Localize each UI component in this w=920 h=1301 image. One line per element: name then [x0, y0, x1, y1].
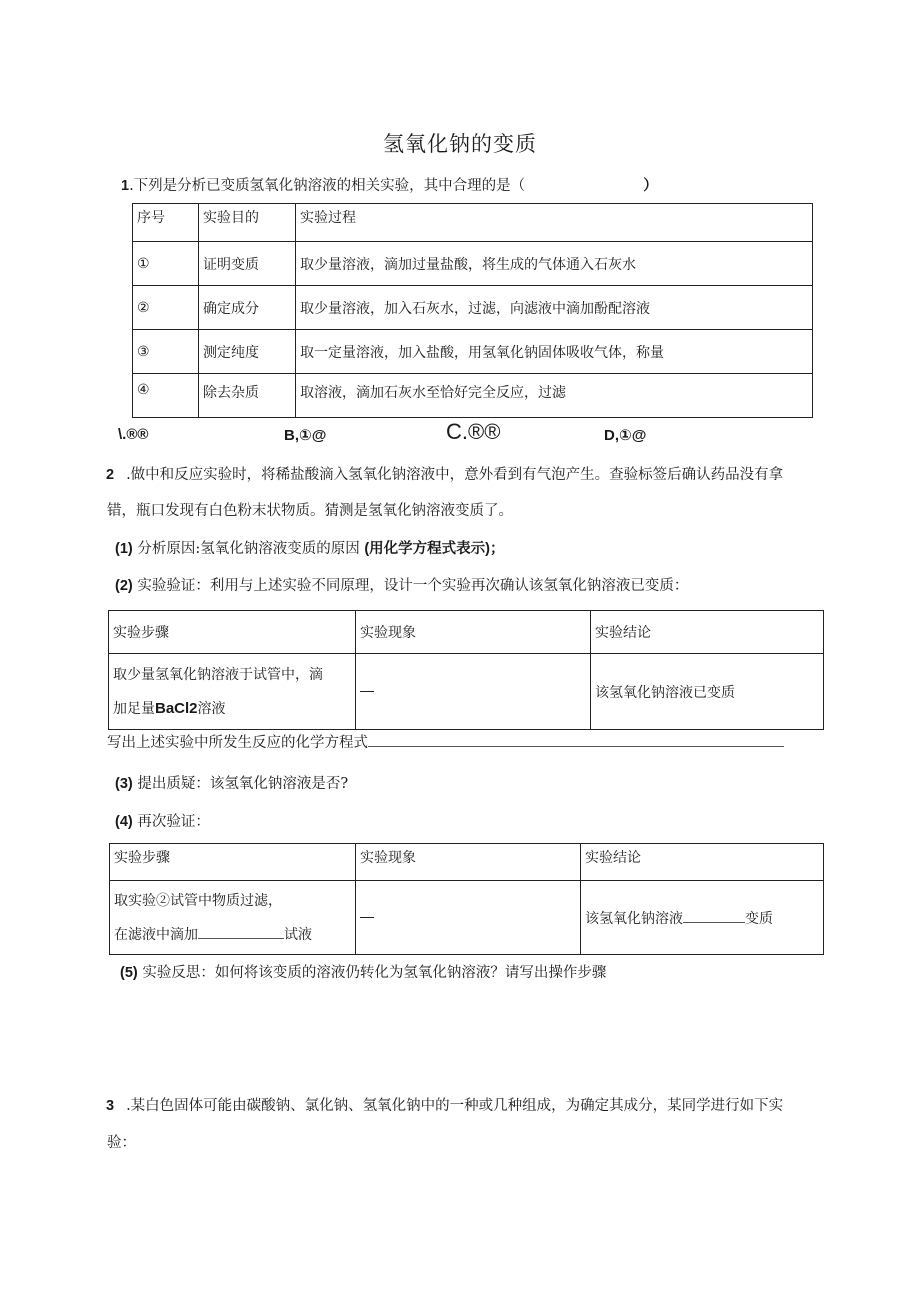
question-number: 3 [106, 1098, 115, 1114]
option-d: D,①@ [604, 427, 647, 444]
step-cell [110, 881, 356, 955]
q2-table-1 [108, 610, 824, 730]
sub-number: (1) [115, 541, 133, 557]
step-line: 取实验②试管中物质过滤， [114, 892, 282, 909]
table-row [110, 881, 824, 955]
equation-blank[interactable] [368, 734, 784, 747]
conclusion-cell: 该氢氧化钠溶液 变质 [581, 881, 824, 955]
question-1-stem [121, 174, 658, 195]
question-2-stem-continued: 错，瓶口发现有白色粉末状物质。猜测是氢氧化钠溶液变质了。 [107, 503, 513, 519]
table-cell: ④ [133, 374, 199, 418]
sub-number: (5) [120, 965, 138, 981]
table-header-row [109, 611, 824, 654]
subquestion-4 [115, 810, 210, 831]
sub-text: 再次验证： [137, 814, 210, 830]
option-b: B,①@ [284, 427, 327, 444]
header-cell: 实验结论 [581, 844, 824, 881]
header-cell: 实验结论 [591, 611, 824, 654]
table-cell: 测定纯度 [199, 330, 296, 374]
option-c: C.®® [446, 419, 501, 444]
table-cell: 证明变质 [199, 242, 296, 286]
table-cell: ② [133, 286, 199, 330]
table-row [133, 330, 813, 374]
option-a: \.®® [118, 426, 149, 443]
table-row [133, 242, 813, 286]
question-text: .做中和反应实验时，将稀盐酸滴入氢氧化钠溶液中，意外看到有气泡产生。查验标签后确认药品没有拿 [126, 467, 784, 483]
q2-table-2 [109, 843, 824, 955]
table-cell: 确定成分 [199, 286, 296, 330]
table-row [109, 654, 824, 730]
table-cell: ③ [133, 330, 199, 374]
step-cell [109, 654, 356, 730]
sub-number: (3) [115, 776, 133, 792]
question-number: 2 [106, 467, 115, 483]
question-text: .某白色固体可能由碳酸钠、氯化钠、氢氧化钠中的一种或几种组成，为确定其成分，某同学进行如下实 [126, 1098, 784, 1114]
subquestion-5 [120, 961, 606, 982]
step-line: 取少量氢氧化钠溶液于试管中，滴 [113, 666, 323, 683]
table-cell: 取一定量溶液，加入盐酸，用氢氧化钠固体吸收气体，称量 [296, 330, 813, 374]
header-cell: 实验过程 [296, 204, 813, 242]
question-2-stem [106, 463, 783, 484]
sub-text: 实验反思：如何将该变质的溶液仍转化为氢氧化钠溶液？请写出操作步骤 [142, 965, 607, 981]
header-cell: 实验现象 [356, 844, 581, 881]
subquestion-1 [115, 537, 505, 558]
reagent-blank[interactable] [198, 930, 284, 939]
table-header-row [133, 204, 813, 242]
page-title: 氢氧化钠的变质 [383, 132, 537, 156]
subquestion-3 [115, 772, 348, 793]
phenomenon-dash [360, 691, 374, 692]
header-cell: 序号 [133, 204, 199, 242]
reagent-formula: BaCl2 [155, 699, 198, 717]
table-cell: 取少量溶液，滴加过量盐酸，将生成的气体通入石灰水 [296, 242, 813, 286]
header-cell: 实验步骤 [109, 611, 356, 654]
header-cell: 实验现象 [356, 611, 591, 654]
step-line: 在滤液中滴加 试液 [114, 926, 312, 943]
header-cell: 实验步骤 [110, 844, 356, 881]
conclusion-blank[interactable] [683, 914, 745, 923]
table-cell: 取溶液，滴加石灰水至恰好完全反应，过滤 [296, 374, 813, 418]
sub-text: 实验验证：利用与上述实验不同原理，设计一个实验再次确认该氢氧化钠溶液已变质： [137, 578, 689, 594]
sub-text: 分析原因:氢氧化钠溶液变质的原因 [137, 541, 360, 557]
table-cell: 除去杂质 [199, 374, 296, 418]
phenomenon-cell [356, 654, 591, 730]
header-cell: 实验目的 [199, 204, 296, 242]
table-row [133, 374, 813, 418]
question-number: 1 [121, 178, 130, 194]
table-header-row [110, 844, 824, 881]
closing-paren: ） [643, 178, 658, 194]
subquestion-2 [115, 574, 688, 595]
table-row [133, 286, 813, 330]
sub-number: (2) [115, 578, 133, 594]
table-cell: 取少量溶液，加入石灰水，过滤，向滤液中滴加酚配溶液 [296, 286, 813, 330]
equation-prompt: 写出上述实验中所发生反应的化学方程式 [107, 731, 784, 752]
phenomenon-cell [356, 881, 581, 955]
question-3-stem-continued: 验： [107, 1135, 136, 1151]
sub-number: (4) [115, 814, 133, 830]
table-cell: ① [133, 242, 199, 286]
q1-table [132, 203, 813, 418]
question-3-stem [106, 1094, 783, 1115]
step-line: 加足量BaCl2溶液 [113, 699, 226, 717]
question-text: .下列是分析已变质氢氧化钠溶液的相关实验，其中合理的是（ [129, 178, 526, 194]
sub-text: 提出质疑：该氢氧化钠溶液是否? [137, 776, 349, 792]
conclusion-cell: 该氢氧化钠溶液已变质 [591, 654, 824, 730]
phenomenon-dash [360, 917, 374, 918]
sub-text-paren: (用化学方程式表示)； [364, 541, 505, 557]
